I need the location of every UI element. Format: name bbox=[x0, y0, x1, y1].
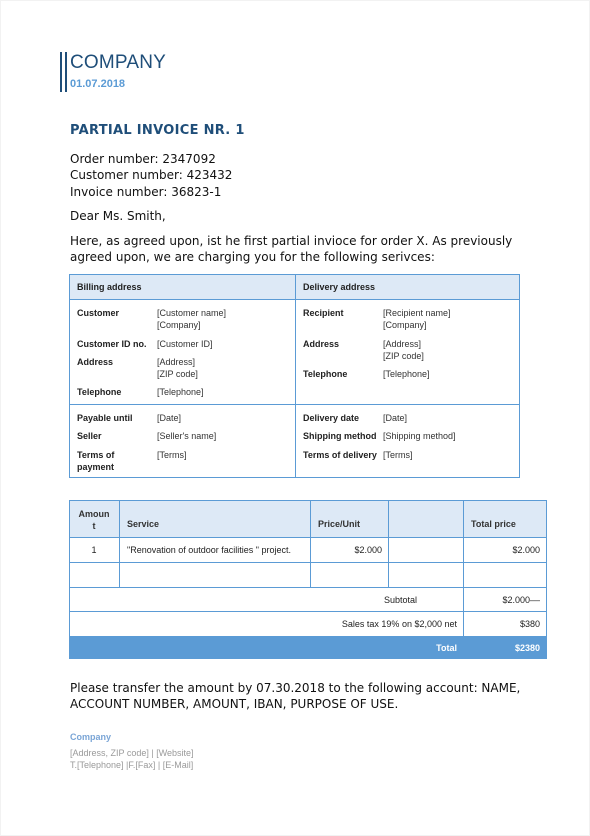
grid-line bbox=[69, 500, 547, 501]
invoice-number: Invoice number: 36823-1 bbox=[70, 185, 222, 199]
total-price-column-header: Total price bbox=[471, 519, 516, 529]
row-total: $2.000 bbox=[512, 545, 540, 555]
document-date: 01.07.2018 bbox=[70, 78, 126, 90]
price-column-header: Price/Unit bbox=[318, 519, 361, 529]
delivery-address-label: Address bbox=[303, 339, 340, 349]
seller-label: Seller bbox=[77, 431, 102, 441]
billing-address-label: Address bbox=[77, 357, 114, 367]
customer-id-label: Customer ID no. bbox=[77, 339, 147, 349]
column-divider bbox=[295, 275, 296, 477]
total-value: $2380 bbox=[514, 643, 540, 653]
subtotal-label: Subtotal bbox=[383, 595, 417, 605]
terms-of-delivery-label: Terms of delivery bbox=[303, 450, 377, 460]
billing-address-header: Billing address bbox=[77, 282, 142, 292]
row-price: $2.000 bbox=[354, 545, 382, 555]
customer-id-value: [Customer ID] bbox=[157, 339, 213, 349]
delivery-date-value: [Date] bbox=[383, 413, 408, 423]
footer-address-line: [Address, ZIP code] | [Website] bbox=[70, 748, 194, 758]
seller-value: [Seller's name] bbox=[157, 431, 217, 441]
company-name: COMPANY bbox=[70, 52, 167, 73]
grid-line bbox=[119, 500, 120, 587]
sales-tax-value: $380 bbox=[519, 619, 540, 629]
grid-line bbox=[310, 500, 311, 587]
recipient-value: [Recipient name] [Company] bbox=[383, 308, 451, 330]
shipping-method-value: [Shipping method] bbox=[383, 431, 456, 441]
footer-company: Company bbox=[70, 732, 112, 742]
grid-line bbox=[463, 500, 464, 636]
delivery-telephone-value: [Telephone] bbox=[383, 369, 430, 379]
grid-line bbox=[69, 537, 547, 538]
terms-of-payment-label: Terms of payment bbox=[77, 450, 115, 472]
grid-line bbox=[69, 587, 547, 588]
subtotal-value: $2.000–– bbox=[502, 595, 540, 605]
grid-line bbox=[69, 611, 547, 612]
address-table bbox=[69, 274, 520, 478]
grid-line bbox=[546, 500, 547, 659]
terms-of-delivery-value: [Terms] bbox=[383, 450, 413, 460]
customer-value: [Customer name] [Company] bbox=[157, 308, 227, 330]
footer-contact-line: T.[Telephone] |F.[Fax] | [E-Mail] bbox=[70, 760, 194, 770]
recipient-label: Recipient bbox=[303, 308, 344, 318]
row-divider bbox=[70, 404, 519, 405]
payment-instructions: Please transfer the amount by 07.30.2018 to the following account: NAME, ACCOUNT NUMBER, AMOUNT, IBAN, PURPOSE OF USE. bbox=[70, 681, 521, 711]
grid-line bbox=[69, 562, 547, 563]
grid-line bbox=[388, 500, 389, 587]
customer-label: Customer bbox=[77, 308, 120, 318]
row-amount: 1 bbox=[91, 545, 97, 555]
service-column-header: Service bbox=[127, 519, 160, 529]
delivery-address-header: Delivery address bbox=[303, 282, 376, 292]
billing-telephone-value: [Telephone] bbox=[157, 387, 204, 397]
customer-number: Customer number: 423432 bbox=[70, 168, 233, 182]
total-label: Total bbox=[436, 643, 457, 653]
payable-until-value: [Date] bbox=[157, 413, 182, 423]
row-service: "Renovation of outdoor facilities " project. bbox=[127, 545, 291, 555]
accent-bar bbox=[65, 52, 67, 92]
shipping-method-label: Shipping method bbox=[303, 431, 377, 441]
order-number: Order number: 2347092 bbox=[70, 152, 216, 166]
accent-bar bbox=[60, 52, 62, 92]
billing-telephone-label: Telephone bbox=[77, 387, 122, 397]
invoice-title: PARTIAL INVOICE NR. 1 bbox=[70, 123, 245, 138]
delivery-address-value: [Address] [ZIP code] bbox=[383, 339, 424, 361]
delivery-date-label: Delivery date bbox=[303, 413, 360, 423]
sales-tax-label: Sales tax 19% on $2,000 net bbox=[341, 619, 457, 629]
greeting: Dear Ms. Smith, bbox=[70, 209, 166, 223]
amount-column-header: Amoun t bbox=[78, 509, 110, 531]
delivery-telephone-label: Telephone bbox=[303, 369, 348, 379]
billing-address-value: [Address] [ZIP code] bbox=[157, 357, 198, 379]
payable-until-label: Payable until bbox=[77, 413, 133, 423]
intro-paragraph: Here, as agreed upon, ist he first partial invioce for order X. As previously agreed upon, we are charging you for the following serivces: bbox=[70, 234, 513, 264]
terms-of-payment-value: [Terms] bbox=[157, 450, 187, 460]
grid-line bbox=[69, 636, 547, 637]
